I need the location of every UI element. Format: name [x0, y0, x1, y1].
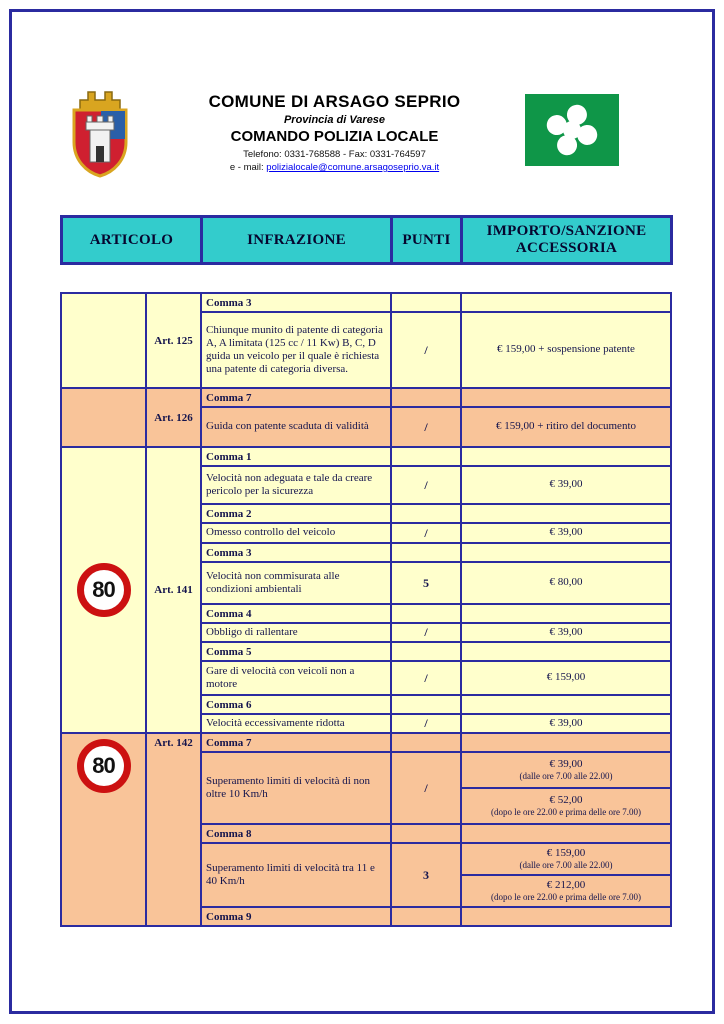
- punti-value: /: [391, 714, 461, 733]
- empty-cell: [391, 824, 461, 843]
- infraction-text: Guida con patente scaduta di validità: [201, 407, 391, 447]
- col-header-infrazione: INFRAZIONE: [202, 217, 392, 264]
- comma-label: Comma 8: [201, 824, 391, 843]
- document-header: [60, 84, 670, 187]
- municipality-title: COMUNE DI ARSAGO SEPRIO: [208, 92, 461, 111]
- header-text: [144, 84, 525, 173]
- table-header: [60, 215, 673, 265]
- importo-night-amount: € 212,00: [546, 878, 586, 891]
- importo-value: € 159,00: [461, 661, 671, 695]
- comma-label: Comma 1: [201, 447, 391, 466]
- punti-value: /: [391, 466, 461, 504]
- speed-limit-80-sign: [77, 739, 131, 793]
- empty-cell: [391, 447, 461, 466]
- punti-value: 3: [391, 843, 461, 907]
- empty-cell: [391, 695, 461, 714]
- empty-cell: [461, 543, 671, 562]
- article-label: Art. 126: [146, 388, 201, 447]
- phone-fax-line: Telefono: 0331-768588 - Fax: 0331-764597: [243, 149, 426, 160]
- importo-night-note: (dopo le ore 22.00 e prima delle ore 7.00): [491, 892, 641, 903]
- infraction-text: Obbligo di rallentare: [201, 623, 391, 642]
- empty-cell: [461, 504, 671, 523]
- article-image-cell: [61, 293, 146, 388]
- importo-night-note: (dopo le ore 22.00 e prima delle ore 7.00): [491, 807, 641, 818]
- comma-label: Comma 3: [201, 293, 391, 312]
- empty-cell: [461, 642, 671, 661]
- col-header-punti: PUNTI: [392, 217, 462, 264]
- punti-value: /: [391, 312, 461, 388]
- speed-limit-80-sign: [77, 563, 131, 617]
- infraction-text: Velocità non adeguata e tale da creare pericolo per la sicurezza: [201, 466, 391, 504]
- email-prefix: e - mail:: [229, 162, 264, 173]
- department-title: COMANDO POLIZIA LOCALE: [230, 128, 439, 145]
- article-image-cell: [61, 388, 146, 447]
- infraction-text: Velocità eccessivamente ridotta: [201, 714, 391, 733]
- importo-night-cell: [461, 875, 671, 907]
- empty-cell: [391, 543, 461, 562]
- empty-cell: [461, 824, 671, 843]
- empty-cell: [461, 388, 671, 407]
- empty-cell: [391, 907, 461, 926]
- punti-value: /: [391, 623, 461, 642]
- importo-night-cell: [461, 788, 671, 824]
- infraction-text: Superamento limiti di velocità di non oltre 10 Km/h: [201, 752, 391, 824]
- importo-value: € 80,00: [461, 562, 671, 604]
- importo-day-note: (dalle ore 7.00 alle 22.00): [519, 771, 613, 782]
- comma-label: Comma 7: [201, 388, 391, 407]
- empty-cell: [461, 447, 671, 466]
- importo-value: € 39,00: [461, 466, 671, 504]
- empty-cell: [461, 695, 671, 714]
- infraction-text: Chiunque munito di patente di categoria A, A limitata (125 cc / 11 Kw) B, C, D guida un veicolo per il quale è richiesta una patente di categoria diversa.: [201, 312, 391, 388]
- importo-value: € 39,00: [461, 714, 671, 733]
- speed-limit-value: 80: [92, 577, 115, 602]
- comma-label: Comma 3: [201, 543, 391, 562]
- infraction-text: Omesso controllo del veicolo: [201, 523, 391, 543]
- infraction-text: Velocità non commisurata alle condizioni ambientali: [201, 562, 391, 604]
- empty-cell: [461, 733, 671, 752]
- empty-cell: [391, 604, 461, 623]
- empty-cell: [391, 733, 461, 752]
- article-image-cell: [61, 447, 146, 733]
- importo-value: € 159,00 + sospensione patente: [461, 312, 671, 388]
- punti-value: /: [391, 407, 461, 447]
- importo-day-cell: [461, 843, 671, 875]
- empty-cell: [461, 907, 671, 926]
- province-subtitle: Provincia di Varese: [283, 114, 386, 126]
- comma-label: Comma 7: [201, 733, 391, 752]
- article-image-cell: [61, 733, 146, 926]
- article-label: Art. 142: [146, 733, 201, 926]
- importo-day-amount: € 159,00: [546, 846, 586, 859]
- importo-value: € 39,00: [461, 523, 671, 543]
- comma-label: Comma 5: [201, 642, 391, 661]
- coat-of-arms: [60, 84, 144, 187]
- empty-cell: [391, 642, 461, 661]
- comma-label: Comma 6: [201, 695, 391, 714]
- importo-value: € 159,00 + ritiro del documento: [461, 407, 671, 447]
- lombardy-flag-icon: [525, 94, 619, 166]
- empty-cell: [461, 604, 671, 623]
- coat-of-arms-icon: [60, 84, 140, 182]
- importo-day-cell: [461, 752, 671, 788]
- comma-label: Comma 2: [201, 504, 391, 523]
- importo-night-amount: € 52,00: [549, 793, 583, 806]
- comma-label: Comma 9: [201, 907, 391, 926]
- punti-value: /: [391, 523, 461, 543]
- lombardy-flag: [525, 84, 670, 171]
- importo-day-note: (dalle ore 7.00 alle 22.00): [519, 860, 613, 871]
- punti-value: /: [391, 752, 461, 824]
- article-label: Art. 141: [146, 447, 201, 733]
- infraction-text: Superamento limiti di velocità tra 11 e 40 Km/h: [201, 843, 391, 907]
- infraction-text: Gare di velocità con veicoli non a motore: [201, 661, 391, 695]
- importo-value: € 39,00: [461, 623, 671, 642]
- punti-value: 5: [391, 562, 461, 604]
- col-header-articolo: ARTICOLO: [62, 217, 202, 264]
- empty-cell: [461, 293, 671, 312]
- punti-value: /: [391, 661, 461, 695]
- email-line: [144, 162, 525, 173]
- empty-cell: [391, 388, 461, 407]
- violations-table: [60, 292, 672, 927]
- importo-day-amount: € 39,00: [549, 757, 583, 770]
- article-label: Art. 125: [146, 293, 201, 388]
- speed-limit-value: 80: [92, 753, 115, 778]
- email-link[interactable]: polizialocale@comune.arsagoseprio.va.it: [266, 162, 440, 173]
- empty-cell: [391, 504, 461, 523]
- comma-label: Comma 4: [201, 604, 391, 623]
- col-header-importo: IMPORTO/SANZIONE ACCESSORIA: [462, 217, 672, 264]
- empty-cell: [391, 293, 461, 312]
